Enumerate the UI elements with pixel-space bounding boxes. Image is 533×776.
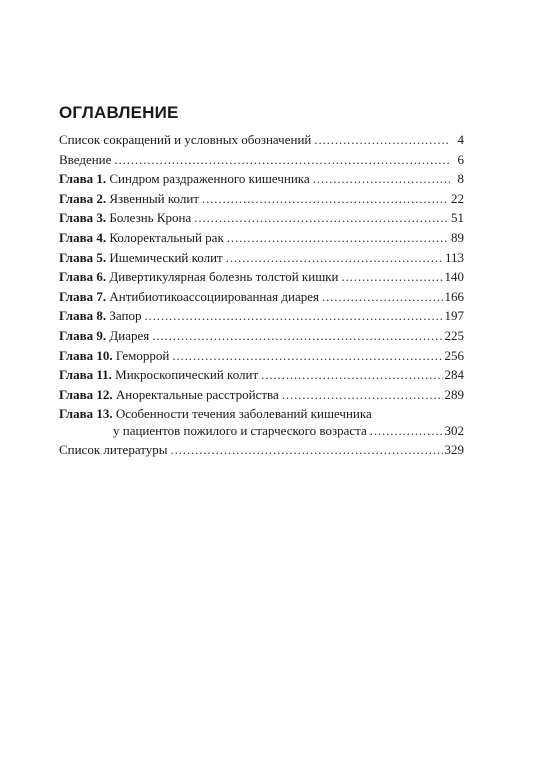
leader-dots — [261, 366, 442, 383]
toc-entry-chapter-10[interactable] — [59, 347, 464, 367]
toc-chapter-number: Глава 7. — [59, 288, 107, 304]
toc-entry-chapter-13[interactable] — [59, 405, 464, 441]
toc-chapter-number: Глава 9. — [59, 327, 107, 343]
toc-entry-title: Ишемический колит — [109, 249, 223, 265]
toc-chapter-number: Глава 4. — [59, 229, 107, 245]
toc-entry-chapter-9[interactable] — [59, 327, 464, 347]
toc-entry-line-1 — [59, 405, 464, 422]
leader-dots — [194, 209, 449, 226]
leader-dots — [114, 151, 450, 168]
toc-entry-page: 289 — [444, 386, 464, 402]
toc-entry-title: Список литературы — [59, 442, 168, 458]
leader-dots — [144, 307, 442, 324]
toc-entry-chapter-1[interactable] — [59, 170, 464, 190]
leader-dots — [202, 190, 449, 207]
toc-entry-chapter-2[interactable] — [59, 190, 464, 210]
toc-entry-chapter-3[interactable] — [59, 209, 464, 229]
toc-entry-chapter-11[interactable] — [59, 366, 464, 386]
page-title: ОГЛАВЛЕНИЕ — [59, 103, 179, 122]
toc-entry-title: Введение — [59, 151, 112, 167]
toc-chapter-number: Глава 6. — [59, 269, 107, 285]
toc-entry-page: 166 — [444, 288, 464, 304]
toc-entry-references[interactable] — [59, 441, 464, 461]
toc-entry-chapter-8[interactable] — [59, 307, 464, 327]
leader-dots — [314, 131, 450, 148]
toc-entry-page: 284 — [444, 367, 464, 383]
toc-chapter-number: Глава 10. — [59, 347, 113, 363]
toc-entry-page: 225 — [444, 327, 464, 343]
toc-entry-introduction[interactable] — [59, 151, 464, 171]
leader-dots — [152, 327, 442, 344]
toc-entry-page: 4 — [457, 132, 464, 147]
toc-entry-page: 256 — [444, 347, 464, 363]
toc-entry-chapter-5[interactable] — [59, 249, 464, 269]
toc-entry-page: 302 — [444, 423, 464, 439]
leader-dots — [172, 347, 442, 364]
toc-chapter-number: Глава 13. — [59, 406, 113, 422]
toc-entry-chapter-12[interactable] — [59, 386, 464, 406]
toc-entry-line-2 — [59, 422, 464, 439]
table-of-contents — [59, 131, 464, 461]
leader-dots — [227, 229, 449, 246]
toc-entry-title: Язвенный колит — [109, 190, 199, 206]
toc-entry-page: 8 — [457, 171, 464, 187]
toc-entry-abbreviations[interactable] — [59, 131, 464, 151]
toc-entry-chapter-4[interactable] — [59, 229, 464, 249]
toc-entry-chapter-6[interactable] — [59, 268, 464, 288]
toc-entry-title: Микроскопический колит — [115, 367, 259, 383]
toc-chapter-number: Глава 2. — [59, 190, 107, 206]
toc-chapter-number: Глава 8. — [59, 308, 107, 324]
toc-chapter-number: Глава 1. — [59, 171, 107, 187]
leader-dots — [313, 170, 450, 187]
leader-dots — [370, 422, 443, 439]
leader-dots — [282, 386, 443, 403]
toc-entry-page: 51 — [451, 210, 464, 226]
toc-chapter-number: Глава 12. — [59, 386, 113, 402]
toc-chapter-number: Глава 5. — [59, 249, 107, 265]
leader-dots — [226, 249, 443, 266]
toc-entry-title: Запор — [109, 308, 142, 324]
leader-dots — [341, 268, 442, 285]
toc-entry-title: Геморрой — [115, 347, 170, 363]
toc-entry-title: Список сокращений и условных обозначений — [59, 132, 312, 147]
toc-entry-page: 329 — [444, 442, 464, 458]
toc-entry-page: 140 — [444, 269, 464, 285]
toc-entry-page: 22 — [451, 190, 464, 206]
toc-entry-title: Аноректальные расстройства — [115, 386, 279, 402]
toc-chapter-number: Глава 3. — [59, 210, 107, 226]
toc-entry-page: 197 — [444, 308, 464, 324]
toc-entry-page: 89 — [451, 229, 464, 245]
toc-entry-page: 113 — [444, 249, 464, 265]
toc-chapter-number: Глава 11. — [59, 367, 112, 383]
toc-entry-title: Особенности течения заболеваний кишечника — [115, 406, 372, 422]
toc-entry-title: Колоректальный рак — [109, 229, 224, 245]
toc-entry-title: Антибиотикоассоциированная диарея — [109, 288, 319, 304]
toc-entry-title: Дивертикулярная болезнь толстой кишки — [109, 269, 339, 285]
leader-dots — [171, 441, 443, 458]
toc-entry-chapter-7[interactable] — [59, 288, 464, 308]
leader-dots — [322, 288, 443, 305]
toc-entry-title: Болезнь Крона — [109, 210, 192, 226]
toc-entry-page: 6 — [457, 151, 464, 167]
toc-entry-title-continued: у пациентов пожилого и старческого возраста — [113, 423, 367, 439]
toc-entry-title: Синдром раздраженного кишечника — [109, 171, 310, 187]
toc-entry-title: Диарея — [109, 327, 150, 343]
